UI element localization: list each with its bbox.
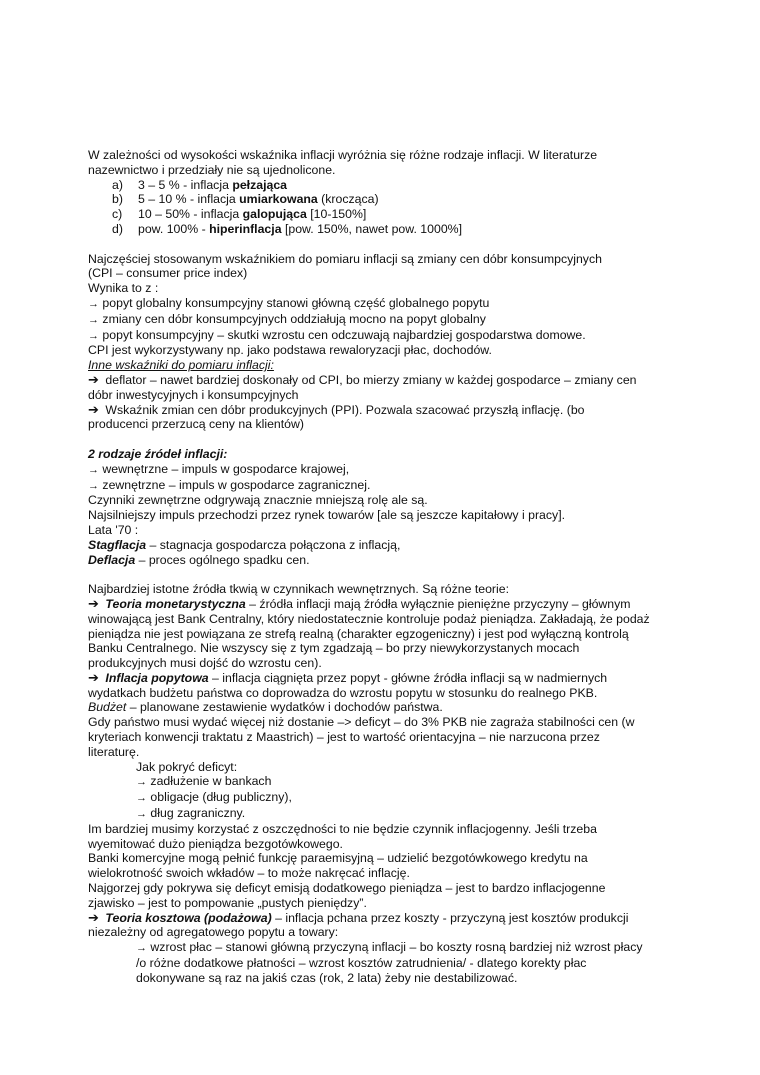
list-item: → wewnętrzne – impuls w gospodarce krajowej, (88, 461, 350, 476)
list-item: → obligacje (dług publiczny), (136, 790, 292, 805)
paragraph-line: niezależny od agregatowego popytu a towary: (88, 925, 339, 940)
definition-line: Budżet – planowane zestawienie wydatków i dochodów państwa. (88, 700, 443, 715)
arrow-right-icon: → (88, 297, 99, 310)
paragraph-line: kryteriach konwencji traktatu z Maastrich) – jest to wartość orientacyjna – nie narzucona przez (88, 730, 600, 745)
paragraph-line: Banku Centralnego. Nie wszyscy się z tym zgadzają – bo przy niewykorzystanych mocach (88, 641, 580, 656)
paragraph-line: dóbr inwestycyjnych i konsumpcyjnych (88, 387, 299, 402)
paragraph-line: producenci przerzucą ceny na klientów) (88, 417, 304, 432)
paragraph-line: Im bardziej musimy korzystać z oszczędności to nie będzie czynnik inflacjogenny. Jeśli trzeba (88, 821, 597, 836)
paragraph-line: /o różne dodatkowe płatności – wzrost kosztów zatrudnienia/ - dlatego korekty płac (136, 956, 587, 971)
list-item: → zewnętrzne – impuls w gospodarce zagranicznej. (88, 477, 371, 492)
arrow-right-icon: → (136, 776, 147, 789)
paragraph-line: wyemitować dużo pieniądza bezgotówkowego. (88, 836, 343, 851)
list-item: → zmiany cen dóbr konsumpcyjnych oddziałują mocno na popyt globalny (88, 311, 486, 326)
paragraph-line: Banki komercyjne mogą pełnić funkcję paraemisyjną – udzielić bezgotówkowego kredytu na (88, 851, 588, 866)
list-item: → popyt konsumpcyjny – skutki wzrostu cen odczuwają najbardziej gospodarstwa domowe. (88, 327, 586, 342)
list-item: ➔ Wskaźnik zmian cen dóbr produkcyjnych (PPI). Pozwala szacować przyszłą inflację. (bo (88, 401, 585, 417)
arrow-right-icon: → (88, 479, 99, 492)
arrow-right-bold-icon: ➔ (88, 669, 99, 685)
list-item: d) pow. 100% - hiperinflacja [pow. 150%, nawet pow. 1000%] (112, 221, 463, 236)
paragraph-line: Gdy państwo musi wydać więcej niż dostanie –> deficyt – do 3% PKB nie zagraża stabilności cen (w (88, 715, 635, 730)
paragraph-line: winowającą jest Bank Centralny, który niedostatecznie kontroluje podaż pieniądza. Zakładają, że podaż (88, 611, 650, 626)
intro-line: W zależności od wysokości wskaźnika inflacji wyróżnia się różne rodzaje inflacji. W literaturze (88, 148, 598, 162)
inflation-types-list (88, 178, 688, 237)
arrow-right-icon: → (88, 313, 99, 326)
paragraph-line: CPI jest wykorzystywany np. jako podstawa rewaloryzacji płac, dochodów. (88, 343, 492, 358)
arrow-right-bold-icon: ➔ (88, 401, 99, 417)
paragraph-line: Najbardziej istotne źródła tkwią w czynnikach wewnętrznych. Są różne teorie: (88, 582, 510, 597)
section-heading: Inne wskaźniki do pomiaru inflacji: (88, 358, 274, 373)
list-item: b) 5 – 10 % - inflacja umiarkowana (krocząca) (112, 192, 379, 207)
list-item: a) 3 – 5 % - inflacja pełzająca (112, 177, 288, 192)
theory-line: ➔ Inflacja popytowa – inflacja ciągnięta przez popyt - główne źródła inflacji są w nadmiernych (88, 669, 608, 685)
arrow-right-bold-icon: ➔ (88, 909, 99, 925)
paragraph-line: wydatkach budżetu państwa co doprowadza do wzrostu popytu w stosunku do realnego PKB. (88, 685, 598, 700)
theory-line: ➔ Teoria monetarystyczna – źródła inflacji mają źródła wyłącznie pieniężne przyczyny – głównym (88, 595, 631, 611)
paragraph-line: Lata '70 : (88, 522, 139, 537)
definition-line: Deflacja – proces ogólnego spadku cen. (88, 552, 310, 567)
list-item: → zadłużenie w bankach (136, 774, 272, 789)
list-item: → popyt globalny konsumpcyjny stanowi główną część globalnego popytu (88, 295, 490, 310)
paragraph-line: Najgorzej gdy pokrywa się deficyt emisją dodatkowego pieniądza – jest to bardzo inflacjogenne (88, 881, 606, 896)
definition-line: Stagflacja – stagnacja gospodarcza połączona z inflacją, (88, 537, 401, 552)
sub-heading: Jak pokryć deficyt: (136, 759, 238, 774)
paragraph-line: dokonywane są raz na jakiś czas (rok, 2 lata) żeby nie destabilizować. (136, 970, 518, 985)
document-page (88, 148, 688, 986)
intro-line: nazewnictwo i przedziały nie są ujednolicone. (88, 162, 336, 177)
paragraph-line: (CPI – consumer price index) (88, 266, 248, 281)
paragraph-line: zjawisko – jest to pompowanie „pustych pieniędzy”. (88, 895, 367, 910)
paragraph-line: literaturę. (88, 744, 140, 759)
section-heading: 2 rodzaje źródeł inflacji: (88, 446, 228, 461)
list-item: ➔ deflator – nawet bardziej doskonały od CPI, bo mierzy zmiany w każdej gospodarce – zmiany cen (88, 371, 637, 387)
arrow-right-icon: → (88, 463, 99, 476)
paragraph-line: Wynika to z : (88, 281, 159, 296)
paragraph-line: pieniądza nie jest powiązana ze strefą realną (charakter egzogeniczny) i jest pod wyłączną kontrolą (88, 626, 629, 641)
arrow-right-icon: → (88, 329, 99, 342)
arrow-right-icon: → (136, 808, 147, 821)
list-item: → dług zagraniczny. (136, 806, 246, 821)
theory-line: ➔ Teoria kosztowa (podażowa) – inflacja pchana przez koszty - przyczyną jest kosztów produkcji (88, 909, 629, 925)
paragraph-line: Najsilniejszy impuls przechodzi przez rynek towarów [ale są jeszcze kapitałowy i pracy]. (88, 508, 566, 523)
list-item: → wzrost płac – stanowi główną przyczyną inflacji – bo koszty rosną bardziej niż wzrost płacy (136, 940, 643, 955)
list-item: c) 10 – 50% - inflacja galopująca [10-150%] (112, 207, 367, 222)
paragraph-line: Czynniki zewnętrzne odgrywają znacznie mniejszą rolę ale są. (88, 493, 428, 508)
arrow-right-icon: → (136, 792, 147, 805)
arrow-right-bold-icon: ➔ (88, 595, 99, 611)
arrow-right-icon: → (136, 942, 147, 955)
paragraph-line: Najczęściej stosowanym wskaźnikiem do pomiaru inflacji są zmiany cen dóbr konsumpcyjnych (88, 251, 602, 266)
arrow-right-bold-icon: ➔ (88, 371, 99, 387)
paragraph-line: produkcyjnych musi dojść do wzrostu cen). (88, 656, 322, 671)
paragraph-line: wielokrotność swoich wkładów – to może nakręcać inflację. (88, 866, 410, 881)
